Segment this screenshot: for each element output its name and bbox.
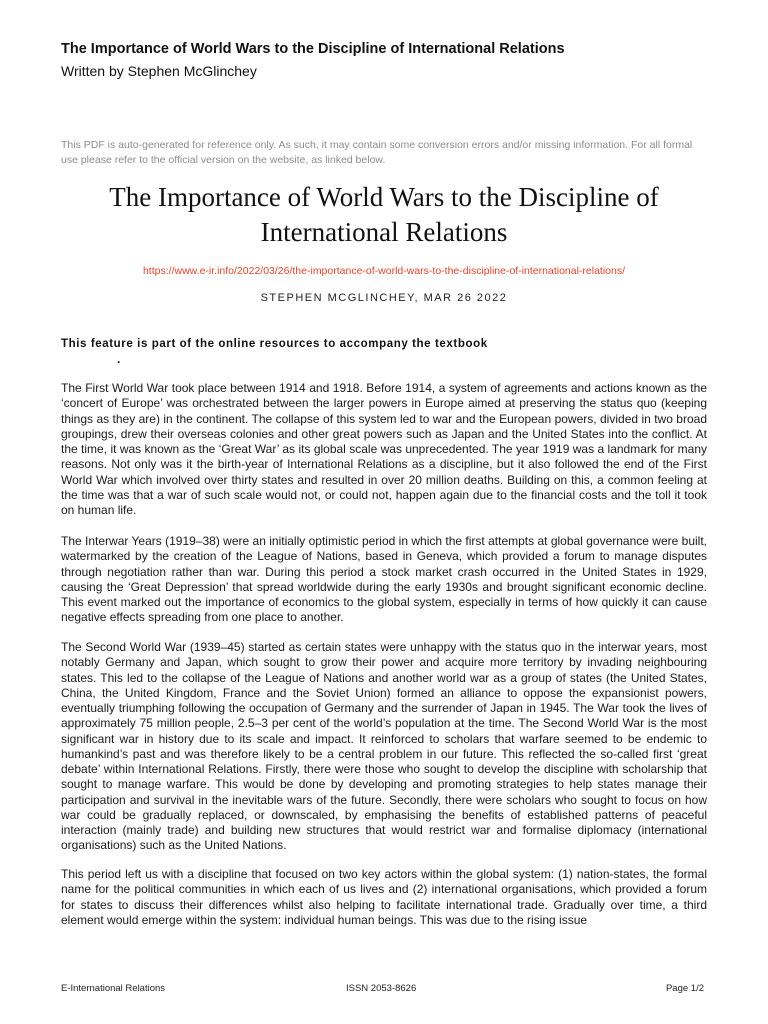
footer-page-number: Page 1/2 — [665, 983, 704, 994]
author-date-line: STEPHEN MCGLINCHEY, MAR 26 2022 — [260, 292, 508, 304]
article-url-link[interactable]: https://www.e-ir.info/2022/03/26/the-importance-of-world-wars-to-the-discipline-of-international-relations/ — [142, 265, 626, 277]
paragraph-3: The Second World War (1939–45) started as certain states were unhappy with the status quo in the interwar years, most notably Germany and Japan, which sought to grow their power and acquire more territory by invading neighbouring states. This led to the collapse of the League of Nations and another world war as a group of states (the United States, China, the United Kingdom, France and the Soviet Union) formed an alliance to oppose the expansionist powers, eventually triumphing following the occupation of Germany and the surrender of Japan in 1945. The War took the lives of approximately 75 million people, 2.5–3 per cent of the world’s population at the time. The Second World War is the most significant war in history due to its scale and impact. It reinforced to scholars that warfare seemed to be endemic to humankind’s past and was therefore likely to be a central problem in our future. This reflected the so-called first ‘great debate’ within International Relations. Firstly, there were those who sought to develop the discipline with scholarship that sought to manage warfare. This would be done by developing and promoting strategies to help states manage their participation and survival in the inevitable wars of the future. Secondly, there were scholars who sought to focus on how war could be gradually replaced, or downscaled, by emphasising the benefits of established patterns of peaceful interaction (mainly trade) and building new structures that would restrict war and formalise diplomacy (international organisations) such as the United Nations. — [61, 640, 707, 853]
header-byline: Written by Stephen McGlinchey — [61, 63, 257, 79]
paragraph-1: The First World War took place between 1914 and 1918. Before 1914, a system of agreements and actions known as the ‘concert of Europe’ was orchestrated between the larger powers in Europe aimed at preserving the status quo (keeping things as they are) in the continent. The collapse of this system led to war and the European powers, divided in two broad groupings, drew their overseas colonies and other great powers such as Japan and the United States into the conflict. At the time, it was known as the ‘Great War’ as its global scale was unprecedented. The year 1919 was a landmark for many reasons. Not only was it the birth-year of International Relations as a discipline, but it also followed the end of the First World War which involved over thirty states and resulted in over 20 million deaths. Building on this, a common feeling at the time was that a war of such scale would not, or could not, happen again due to the financial costs and the toll it took on human life. — [61, 381, 707, 517]
footer-issn: ISSN 2053-8626 — [346, 983, 417, 994]
disclaimer-note: This PDF is auto-generated for reference only. As such, it may contain some conversion errors and/or missing information. For all formal use please refer to the official version on the website, as linked below. — [61, 139, 693, 166]
paragraph-2: The Interwar Years (1919–38) were an initially optimistic period in which the first attempts at global governance were built, watermarked by the creation of the League of Nations, based in Geneva, which provided a forum to manage disputes through negotiation rather than war. During this period a stock market crash occurred in the United States in 1929, causing the ‘Great Depression’ that spread worldwide during the early 1930s and brought significant economic decline. This event marked out the importance of economics to the global system, especially in terms of how quickly it can cause negative effects spreading from one place to another. — [61, 534, 707, 625]
header-title: The Importance of World Wars to the Discipline of International Relations — [61, 41, 565, 57]
article-title: The Importance of World Wars to the Discipline of International Relations — [109, 182, 659, 247]
paragraph-4: This period left us with a discipline that focused on two key actors within the global system: (1) nation-states, the formal name for the political communities in which each of us lives and (2) international organisations, which provided a forum for states to discuss their differences whilst also helping to facilitate international trade. Gradually over time, a third element would emerge within the system: individual human beings. This was due to the rising issue — [61, 867, 707, 927]
feature-note: This feature is part of the online resources to accompany the textbook — [61, 338, 488, 350]
feature-note-dot: . — [117, 352, 121, 366]
footer-publisher: E-International Relations — [61, 983, 166, 994]
